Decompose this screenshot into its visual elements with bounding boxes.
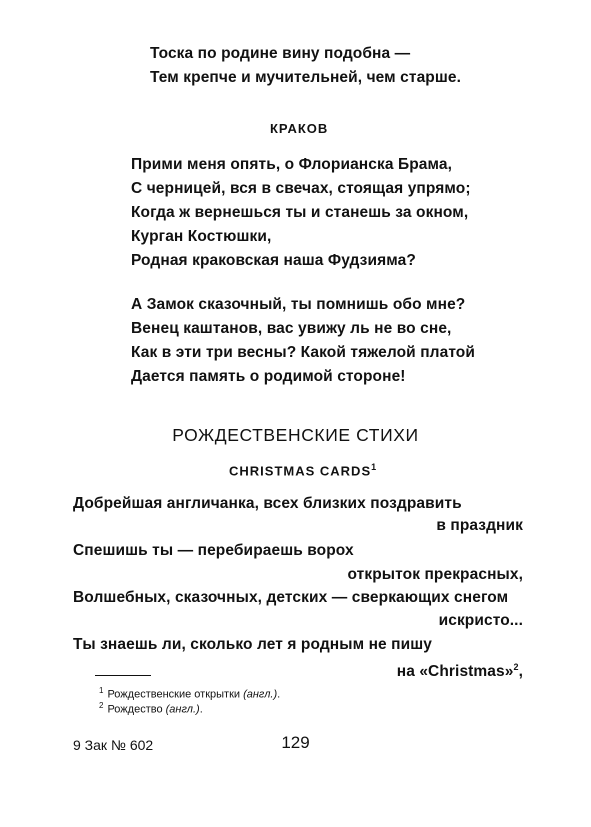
- poem-line: Родная краковская наша Фудзияма?: [131, 252, 416, 269]
- poem-line: Курган Костюшки,: [131, 228, 272, 245]
- footnote-ref: 1: [371, 462, 378, 472]
- poem-line: Как в эти три весны? Какой тяжелой платой: [131, 344, 476, 361]
- poem-line: Прими меня опять, о Флорианска Брама,: [131, 156, 452, 173]
- poem-line: Когда ж вернешься ты и станешь за окном,: [131, 204, 469, 221]
- poem-line: Добрейшая англичанка, всех близких поздравить: [73, 495, 462, 512]
- poem-line: А Замок сказочный, ты помнишь обо мне?: [131, 296, 466, 313]
- footnote-ref: 2: [513, 662, 519, 672]
- footnote-divider: [95, 675, 151, 676]
- footnote: $^1$ Рождественские открытки (англ.).: [99, 686, 281, 701]
- poem-line: Ты знаешь ли, сколько лет я родным не пишу: [73, 636, 432, 653]
- poem-line: Спешишь ты — перебираешь ворох: [73, 542, 354, 559]
- footnote: $^2$ Рождество (англ.).: [99, 701, 203, 716]
- poem-line: Венец каштанов, вас увижу ль не во сне,: [131, 320, 452, 337]
- section-title: РОЖДЕСТВЕНСКИЕ СТИХИ: [172, 425, 419, 445]
- poem-line: Тем крепче и мучительней, чем старше.: [150, 69, 462, 86]
- poem-line: Дается память о родимой стороне!: [131, 368, 406, 385]
- poem-line-continuation: на «Christmas»$^2$,: [396, 662, 523, 681]
- poem-line-continuation: в праздник: [436, 517, 523, 534]
- poem-line: С черницей, вся в свечах, стоящая упрямо;: [131, 180, 471, 197]
- poem-title: CHRISTMAS CARDS$^1$: [229, 462, 378, 479]
- poem-line: Волшебных, сказочных, детских — сверкающих снегом: [73, 589, 509, 606]
- page-number: 129: [281, 733, 310, 752]
- printer-signature: 9 Зак № 602: [73, 737, 154, 753]
- poem-title: КРАКОВ: [270, 121, 329, 136]
- poem-line: Тоска по родине вину подобна —: [150, 45, 411, 62]
- poem-line-continuation: открыток прекрасных,: [347, 566, 523, 583]
- poem-line-continuation: искристо...: [438, 612, 523, 629]
